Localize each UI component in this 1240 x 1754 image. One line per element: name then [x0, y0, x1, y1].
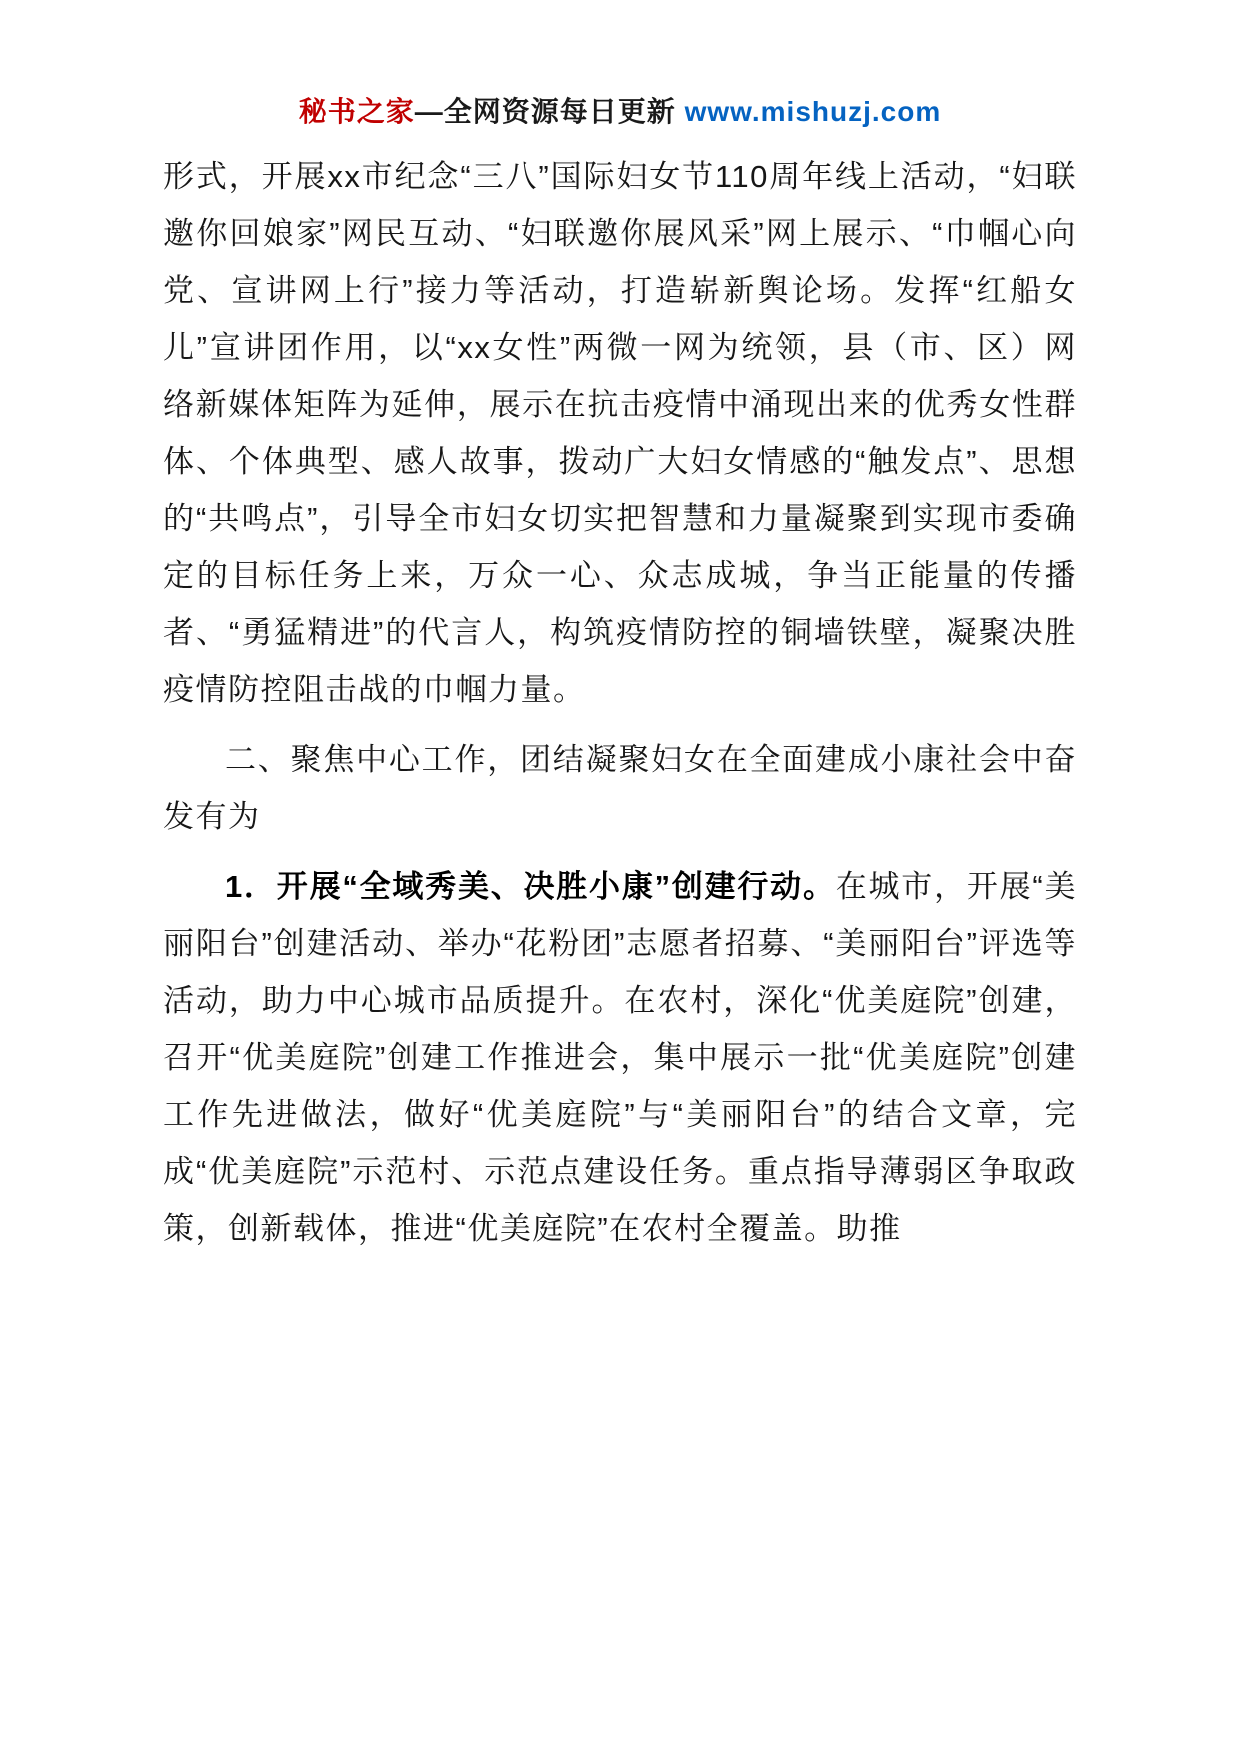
paragraph-item-1	[163, 858, 1077, 1257]
item-1-heading: 1．开展“全域秀美、决胜小康”创建行动。	[225, 869, 836, 904]
paragraph-section-heading: 二、聚焦中心工作，团结凝聚妇女在全面建成小康社会中奋发有为	[163, 742, 1077, 834]
item-1-body: 在城市，开展“美丽阳台”创建活动、举办“花粉团”志愿者招募、“美丽阳台”评选等活动，助力中心城市品质提升。在农村，深化“优美庭院”创建，召开“优美庭院”创建工作推进会，集中展示一批“优美庭院”创建工作先进做法，做好“优美庭院”与“美丽阳台”的结合文章，完成“优美庭院”示范村、示范点建设任务。重点指导薄弱区争取政策，创新载体，推进“优美庭院”在农村全覆盖。助推	[163, 869, 1077, 1246]
paragraph-continuation: 形式，开展xx市纪念“三八”国际妇女节110周年线上活动，“妇联邀你回娘家”网民互动、“妇联邀你展风采”网上展示、“巾帼心向党、宣讲网上行”接力等活动，打造崭新舆论场。发挥“红船女儿”宣讲团作用，以“xx女性”两微一网为统领，县（市、区）网络新媒体矩阵为延伸，展示在抗击疫情中涌现出来的优秀女性群体、个体典型、感人故事，拨动广大妇女情感的“触发点”、思想的“共鸣点”，引导全市妇女切实把智慧和力量凝聚到实现市委确定的目标任务上来，万众一心、众志成城，争当正能量的传播者、“勇猛精进”的代言人，构筑疫情防控的铜墙铁壁，凝聚决胜疫情防控阻击战的巾帼力量。	[163, 159, 1077, 707]
document-body	[163, 148, 1077, 1257]
site-name: 秘书之家	[298, 96, 415, 127]
header-tagline: —全网资源每日更新	[414, 96, 685, 127]
site-url-link[interactable]: www.mishuzj.com	[684, 96, 942, 127]
page-header	[163, 90, 1077, 130]
